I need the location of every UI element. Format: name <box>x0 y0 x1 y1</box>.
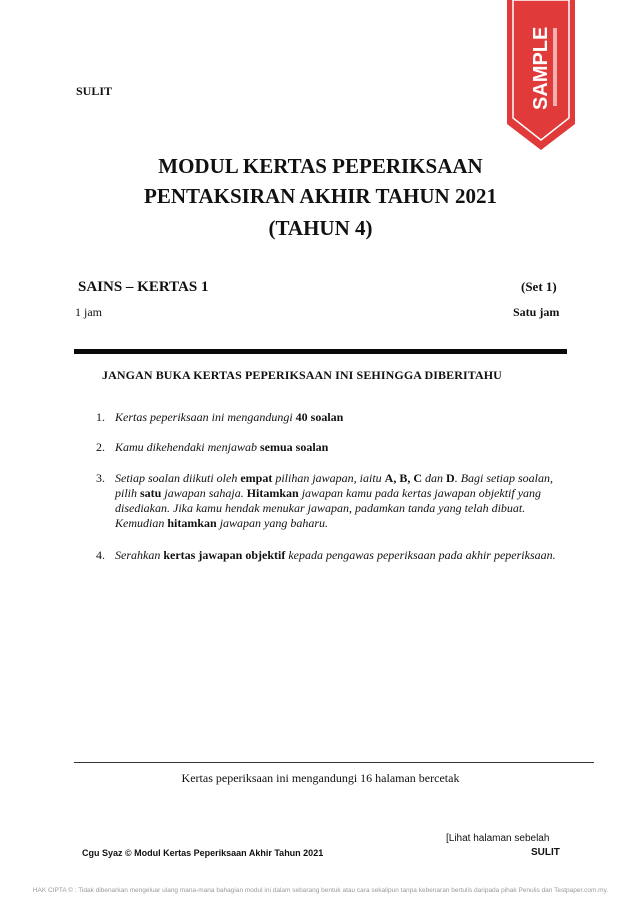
duration-words: Satu jam <box>513 305 560 319</box>
instruction-text: Kertas peperiksaan ini mengandungi 40 soalan <box>115 410 344 424</box>
classification-top: SULIT <box>76 84 113 98</box>
duration: 1 jam <box>75 305 102 319</box>
title-line-3: (TAHUN 4) <box>268 216 373 240</box>
page-count-note: Kertas peperiksaan ini mengandungi 16 halaman bercetak <box>181 771 460 785</box>
instruction-text: Setiap soalan diikuti oleh empat pilihan jawapan, iaitu A, B, C dan D. Bagi setiap soalan, pilih satu jawapan sahaja. Hitamkan jawapan kamu pada kertas jawapan objektif yang disediakan. Jika kamu hendak menukar jawapan, padamkan tanda yang telah dibuat. Kemudian hitamkan jawapan yang baharu. <box>115 471 554 530</box>
subject-paper: SAINS – KERTAS 1 <box>78 279 209 295</box>
copyright-notice: HAK CIPTA © : Tidak dibenarkan mengeluar ulang mana-mana bahagian modul ini dalam sebarang bentuk atau cara sekalipun tanpa kebenaran bertulis daripada pihak Penulis dan Testpaper.com.my. <box>32 887 609 894</box>
instruction-text: Kamu dikehendaki menjawab semua soalan <box>115 440 329 454</box>
instruction-number: 4. <box>96 548 105 562</box>
instruction-number: 3. <box>96 471 105 485</box>
stamp-stripe <box>553 28 557 106</box>
set-number: (Set 1) <box>521 279 557 294</box>
sample-stamp <box>505 0 577 152</box>
classification-bottom: SULIT <box>531 847 560 858</box>
title-line-2: PENTAKSIRAN AKHIR TAHUN 2021 <box>144 184 497 208</box>
instruction-item <box>96 548 568 563</box>
instruction-number: 2. <box>96 440 105 454</box>
instruction-item <box>96 410 568 425</box>
stamp-label: SAMPLE <box>530 26 552 110</box>
title-line-1: MODUL KERTAS PEPERIKSAAN <box>158 154 483 178</box>
divider-thick <box>74 349 567 354</box>
instruction-item <box>96 471 568 531</box>
instruction-item <box>96 440 568 455</box>
instruction-number: 1. <box>96 410 105 424</box>
next-page-note: [Lihat halaman sebelah <box>446 833 550 844</box>
warning-notice: JANGAN BUKA KERTAS PEPERIKSAAN INI SEHINGGA DIBERITAHU <box>102 368 502 382</box>
instruction-text: Serahkan kertas jawapan objektif kepada pengawas peperiksaan pada akhir peperiksaan. <box>115 548 556 562</box>
divider-thin <box>74 762 594 763</box>
footer-credit: Cgu Syaz © Modul Kertas Peperiksaan Akhir Tahun 2021 <box>82 848 324 858</box>
